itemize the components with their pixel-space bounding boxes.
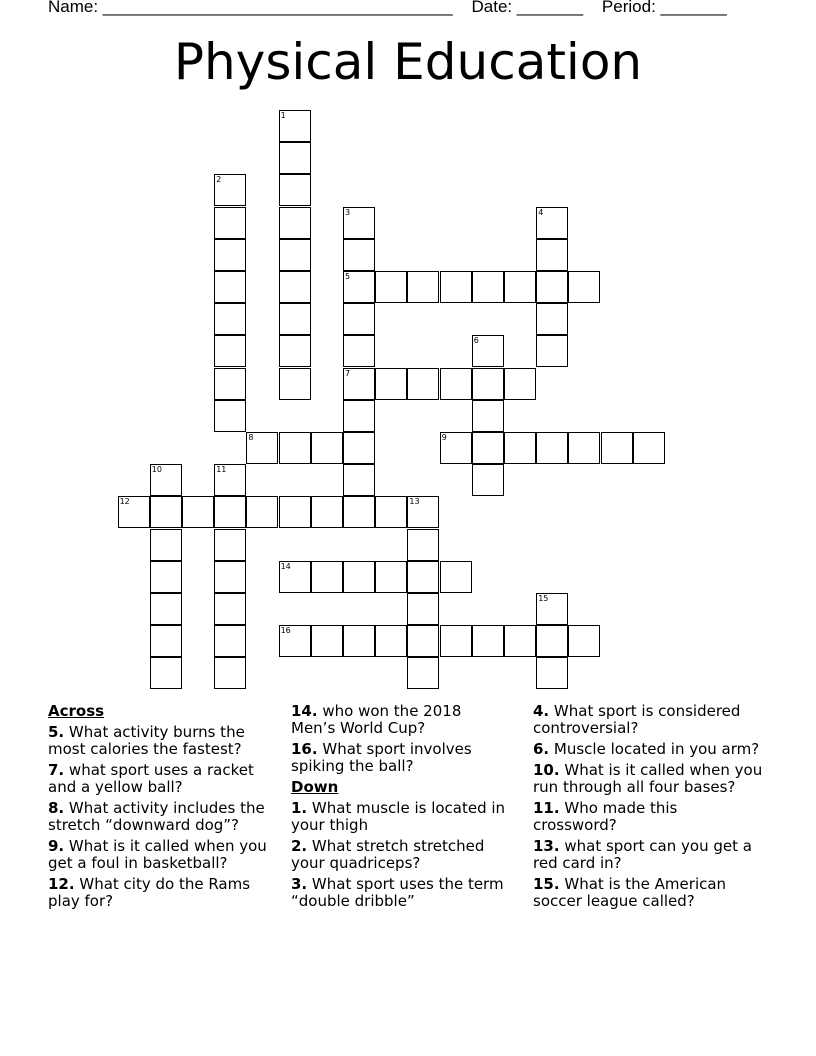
clues-column-2 bbox=[291, 703, 506, 914]
clue-number-label: 6 bbox=[473, 336, 479, 346]
grid-cell[interactable] bbox=[279, 496, 311, 528]
grid-cell[interactable] bbox=[440, 561, 472, 593]
grid-cell[interactable] bbox=[343, 496, 375, 528]
grid-cell[interactable] bbox=[375, 496, 407, 528]
grid-cell[interactable] bbox=[536, 657, 568, 689]
clue-down-13: 13. what sport can you get a red card in? bbox=[533, 837, 752, 872]
grid-cell[interactable] bbox=[214, 529, 246, 561]
grid-cell[interactable] bbox=[536, 239, 568, 271]
grid-cell[interactable] bbox=[279, 239, 311, 271]
grid-cell[interactable] bbox=[214, 174, 246, 206]
clue-down-10: 10. What is it called when you run through all four bases? bbox=[533, 761, 763, 796]
clue-number-label: 16 bbox=[280, 626, 291, 636]
grid-cell[interactable] bbox=[279, 368, 311, 400]
grid-cell[interactable] bbox=[343, 303, 375, 335]
grid-cell[interactable] bbox=[407, 529, 439, 561]
grid-cell[interactable] bbox=[472, 271, 504, 303]
grid-cell[interactable] bbox=[343, 271, 375, 303]
clue-down-11: 11. Who made this crossword? bbox=[533, 799, 678, 834]
grid-cell[interactable] bbox=[407, 368, 439, 400]
clue-down-2: 2. What stretch stretched your quadriceps? bbox=[291, 837, 485, 872]
down-heading: Down bbox=[291, 778, 339, 796]
clue-across-14: 14. who won the 2018 Men’s World Cup? bbox=[291, 702, 462, 737]
grid-cell[interactable] bbox=[279, 561, 311, 593]
grid-cell[interactable] bbox=[568, 271, 600, 303]
grid-cell[interactable] bbox=[407, 625, 439, 657]
grid-cell[interactable] bbox=[311, 625, 343, 657]
grid-cell[interactable] bbox=[214, 593, 246, 625]
clue-across-9: 9. What is it called when you get a foul in basketball? bbox=[48, 837, 267, 872]
grid-cell[interactable] bbox=[214, 207, 246, 239]
grid-cell[interactable] bbox=[568, 625, 600, 657]
grid-cell[interactable] bbox=[343, 368, 375, 400]
grid-cell[interactable] bbox=[279, 625, 311, 657]
clue-number-label: 10 bbox=[151, 465, 162, 475]
grid-cell[interactable] bbox=[118, 496, 150, 528]
grid-cell[interactable] bbox=[536, 207, 568, 239]
grid-cell[interactable] bbox=[440, 271, 472, 303]
clue-across-16: 16. What sport involves spiking the ball? bbox=[291, 740, 472, 775]
grid-cell[interactable] bbox=[440, 432, 472, 464]
grid-cell[interactable] bbox=[279, 142, 311, 174]
grid-cell[interactable] bbox=[150, 593, 182, 625]
grid-cell[interactable] bbox=[536, 625, 568, 657]
grid-cell[interactable] bbox=[343, 464, 375, 496]
grid-cell[interactable] bbox=[504, 432, 536, 464]
clue-number-label: 2 bbox=[216, 175, 222, 185]
grid-cell[interactable] bbox=[407, 561, 439, 593]
grid-cell[interactable] bbox=[246, 496, 278, 528]
grid-cell[interactable] bbox=[536, 335, 568, 367]
clue-number-label: 9 bbox=[441, 433, 447, 442]
grid-cell[interactable] bbox=[343, 400, 375, 432]
grid-cell[interactable] bbox=[504, 368, 536, 400]
grid-cell[interactable] bbox=[375, 271, 407, 303]
clue-number-label: 15 bbox=[538, 594, 549, 603]
grid-cell[interactable] bbox=[214, 303, 246, 335]
grid-cell[interactable] bbox=[440, 368, 472, 400]
across-heading: Across bbox=[48, 702, 105, 720]
grid-cell[interactable] bbox=[472, 625, 504, 657]
clue-down-1: 1. What muscle is located in your thigh bbox=[291, 799, 506, 834]
grid-cell[interactable] bbox=[343, 207, 375, 239]
grid-cell[interactable] bbox=[375, 561, 407, 593]
grid-cell[interactable] bbox=[182, 496, 214, 528]
clue-number-label: 4 bbox=[538, 207, 544, 217]
grid-cell[interactable] bbox=[214, 496, 246, 528]
clue-number-label: 3 bbox=[345, 207, 351, 217]
clue-number-label: 12 bbox=[119, 497, 130, 507]
clue-down-3: 3. What sport uses the term “double dribble” bbox=[291, 875, 504, 910]
grid-cell[interactable] bbox=[472, 432, 504, 464]
clue-number-label: 5 bbox=[345, 272, 351, 281]
grid-cell[interactable] bbox=[504, 625, 536, 657]
grid-cell[interactable] bbox=[504, 271, 536, 303]
grid-cell[interactable] bbox=[279, 303, 311, 335]
grid-cell[interactable] bbox=[214, 368, 246, 400]
grid-cell[interactable] bbox=[375, 625, 407, 657]
clue-number-label: 1 bbox=[280, 111, 286, 120]
grid-cell[interactable] bbox=[150, 625, 182, 657]
grid-cell[interactable] bbox=[214, 335, 246, 367]
grid-cell[interactable] bbox=[407, 593, 439, 625]
grid-cell[interactable] bbox=[375, 368, 407, 400]
grid-cell[interactable] bbox=[536, 271, 568, 303]
grid-cell[interactable] bbox=[568, 432, 600, 464]
grid-cell[interactable] bbox=[311, 561, 343, 593]
grid-cell[interactable] bbox=[279, 271, 311, 303]
grid-cell[interactable] bbox=[343, 239, 375, 271]
grid-cell[interactable] bbox=[536, 593, 568, 625]
grid-cell[interactable] bbox=[472, 464, 504, 496]
grid-cell[interactable] bbox=[633, 432, 665, 464]
grid-cell[interactable] bbox=[150, 529, 182, 561]
grid-cell[interactable] bbox=[150, 561, 182, 593]
grid-cell[interactable] bbox=[536, 303, 568, 335]
grid-cell[interactable] bbox=[407, 657, 439, 689]
grid-cell[interactable] bbox=[279, 432, 311, 464]
grid-cell[interactable] bbox=[279, 110, 311, 142]
grid-cell[interactable] bbox=[214, 657, 246, 689]
grid-cell[interactable] bbox=[472, 368, 504, 400]
header-fields: Name: _____________________________________ Date: _______ Period: _______ bbox=[48, 0, 727, 16]
grid-cell[interactable] bbox=[440, 625, 472, 657]
clue-number-label: 8 bbox=[248, 433, 254, 442]
grid-cell[interactable] bbox=[343, 432, 375, 464]
grid-cell[interactable] bbox=[214, 625, 246, 657]
grid-cell[interactable] bbox=[214, 400, 246, 432]
grid-cell[interactable] bbox=[311, 496, 343, 528]
clue-down-15: 15. What is the American soccer league called? bbox=[533, 875, 727, 910]
grid-cell[interactable] bbox=[311, 432, 343, 464]
grid-cell[interactable] bbox=[279, 207, 311, 239]
grid-cell[interactable] bbox=[150, 464, 182, 496]
grid-cell[interactable] bbox=[536, 432, 568, 464]
page-title: Physical Education bbox=[173, 33, 643, 91]
clue-across-5: 5. What activity burns the most calories the fastest? bbox=[48, 723, 245, 758]
grid-cell[interactable] bbox=[343, 561, 375, 593]
grid-cell[interactable] bbox=[214, 464, 246, 496]
clue-across-8: 8. What activity includes the stretch “downward dog”? bbox=[48, 799, 265, 834]
grid-cell[interactable] bbox=[279, 174, 311, 206]
clue-down-4: 4. What sport is considered controversial? bbox=[533, 702, 741, 737]
clue-across-7: 7. what sport uses a racket and a yellow ball? bbox=[48, 761, 254, 796]
grid-cell[interactable] bbox=[407, 496, 439, 528]
clue-number-label: 11 bbox=[216, 465, 227, 475]
clue-down-6: 6. Muscle located in you arm? bbox=[533, 740, 760, 758]
grid-cell[interactable] bbox=[472, 400, 504, 432]
clue-number-label: 7 bbox=[345, 368, 351, 378]
clue-number-label: 13 bbox=[409, 497, 420, 507]
clue-number-label: 14 bbox=[280, 561, 291, 571]
grid-cell[interactable] bbox=[343, 625, 375, 657]
grid-cell[interactable] bbox=[214, 239, 246, 271]
clues-column-1 bbox=[48, 703, 278, 914]
grid-cell[interactable] bbox=[214, 271, 246, 303]
grid-cell[interactable] bbox=[150, 657, 182, 689]
grid-cell[interactable] bbox=[246, 432, 278, 464]
grid-cell[interactable] bbox=[407, 271, 439, 303]
grid-cell[interactable] bbox=[279, 335, 311, 367]
grid-cell[interactable] bbox=[472, 335, 504, 367]
grid-cell[interactable] bbox=[214, 561, 246, 593]
grid-cell[interactable] bbox=[343, 335, 375, 367]
clues-column-3 bbox=[533, 703, 763, 914]
clue-across-12: 12. What city do the Rams play for? bbox=[48, 875, 251, 910]
grid-cell[interactable] bbox=[150, 496, 182, 528]
grid-cell[interactable] bbox=[601, 432, 633, 464]
